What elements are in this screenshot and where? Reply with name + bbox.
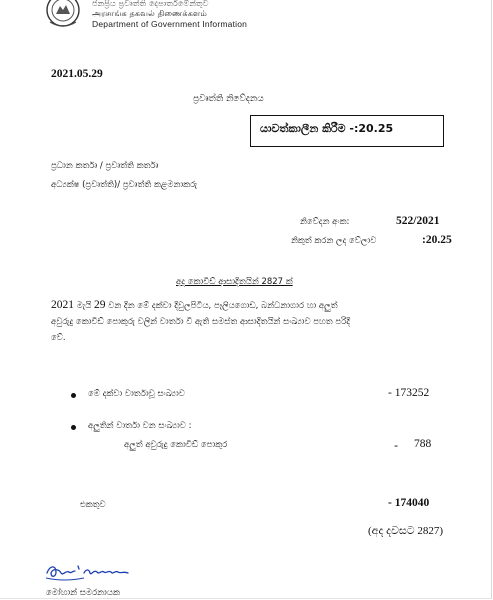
new-count-label: අලුතින් වාර්තා වන සංඛ්‍යාව : (88, 421, 192, 431)
letterhead-sinhala: ජනප්‍රිය ප්‍රවෘත්ති දෙපාර්තමේන්තුව (92, 0, 209, 8)
total-label: එකතුව (80, 500, 106, 510)
reported-count-value: - 173252 (388, 387, 430, 399)
paragraph-day: 29 (94, 299, 106, 311)
paragraph-month: මැයි (76, 301, 92, 311)
recipient-line-1: ප්‍රධාන කර්තෘ / ප්‍රවෘත්ති කර්තෘ (51, 161, 159, 171)
bullet-icon (71, 393, 76, 398)
paragraph-text-3: වේ. (51, 333, 66, 343)
paragraph-text-1: වන දින මේ දක්වා දිවුලපිටිය, පෑලියගොඩ, බන්ධනාගාර හා අලුත් (108, 301, 338, 311)
notice-number-label: නිවේදන අංක: (300, 217, 350, 227)
body-paragraph (51, 297, 444, 346)
daily-count-note: (අද දවසට 2827) (368, 525, 444, 537)
update-status-text: යාවත්කාලීන කිරීම -:20.25 (260, 122, 394, 135)
headline: අද කොවිඩ් ආසාදිතයින් 2827 ක් (176, 277, 293, 287)
total-value: - 174040 (388, 497, 430, 509)
letterhead-tamil: அரசாங்க தகவல் திணைக்களம் (92, 9, 208, 18)
sri-lanka-emblem-icon (44, 0, 82, 30)
release-date: 2021.05.29 (51, 68, 103, 80)
new-cluster-label: අලුත් අවුරුදු කොවිඩ් පොකුර (124, 440, 228, 450)
recipient-line-2: අධ්‍යක්ෂ (ප්‍රවෘත්ති)/ ප්‍රවෘත්ති කළමනාකරු (51, 180, 198, 190)
signature-icon (44, 561, 134, 583)
signer-name: මෝහාන් සමරනායක (46, 588, 120, 598)
new-count-value: 788 (414, 438, 432, 450)
new-count-dash: - (394, 438, 399, 452)
bullet-icon (71, 425, 76, 430)
notice-number-value: 522/2021 (396, 215, 440, 227)
paragraph-year: 2021 (51, 299, 74, 311)
issue-time-value: :20.25 (422, 234, 452, 246)
document-title: ප්‍රවෘත්ති නිවේදනය (193, 94, 264, 104)
paragraph-text-2: අවුරුදු කොවිඩ් පොකුරු වලින් වාර්තා වී ඇති සමස්ත ආසාදිතයින් සංඛ්‍යාව පහත පරිදි (51, 317, 350, 327)
issue-time-label: නිකුත් කරන ලද වේලාව (291, 236, 377, 246)
reported-count-label: මේ දක්වා වාර්තාවූ සංඛ්‍යාව (88, 389, 185, 399)
letterhead-english: Department of Government Information (92, 19, 248, 29)
